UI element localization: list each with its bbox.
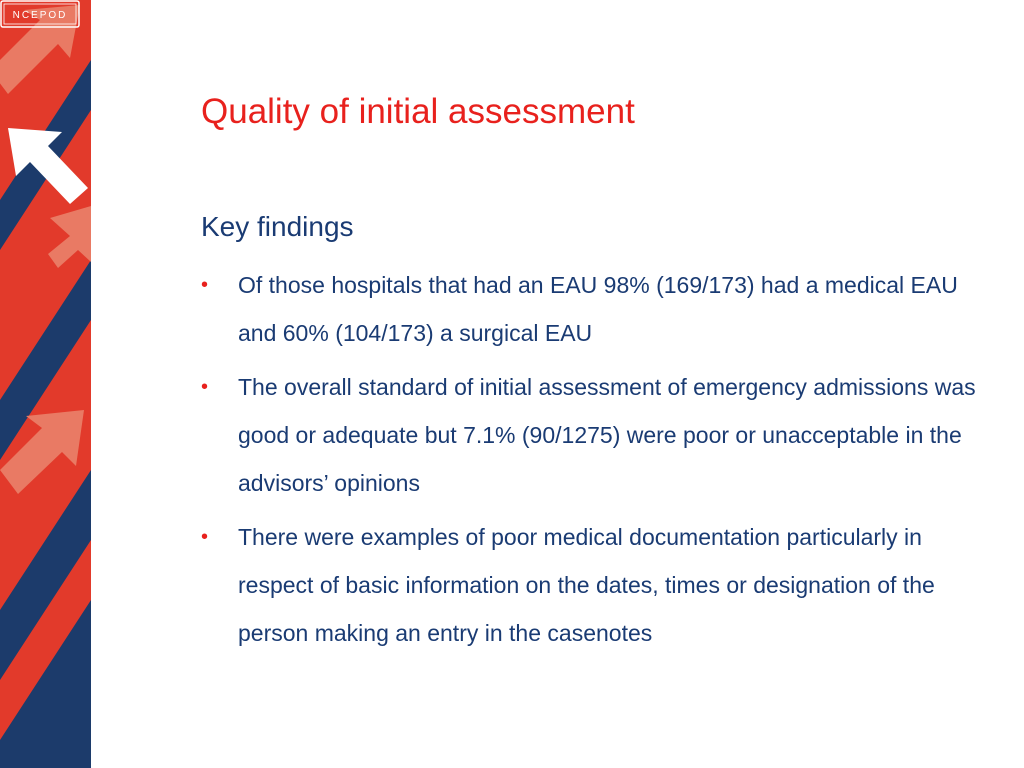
ncepod-logo <box>0 0 80 28</box>
slide-title: Quality of initial assessment <box>201 92 635 131</box>
bullet-text: There were examples of poor medical documentation particularly in respect of basic information on the dates, times or designation of the person making an entry in the casenotes <box>238 524 935 646</box>
list-item <box>201 363 991 507</box>
slide-content <box>201 207 991 663</box>
decorative-sidebar <box>0 0 91 768</box>
svg-text:NCEPOD: NCEPOD <box>12 10 68 21</box>
bullet-icon: • <box>201 526 209 548</box>
bullet-icon: • <box>201 274 209 296</box>
bullet-icon: • <box>201 376 209 398</box>
list-item <box>201 513 991 657</box>
sidebar-arrow-pattern <box>0 0 91 768</box>
bullet-text: Of those hospitals that had an EAU 98% (169/173) had a medical EAU and 60% (104/173) a surgical EAU <box>238 272 958 346</box>
list-item <box>201 261 991 357</box>
findings-list <box>201 261 991 657</box>
key-findings-heading: Key findings <box>201 211 354 242</box>
bullet-text: The overall standard of initial assessment of emergency admissions was good or adequate but 7.1% (90/1275) were poor or unacceptable in the advisors’ opinions <box>238 374 976 496</box>
